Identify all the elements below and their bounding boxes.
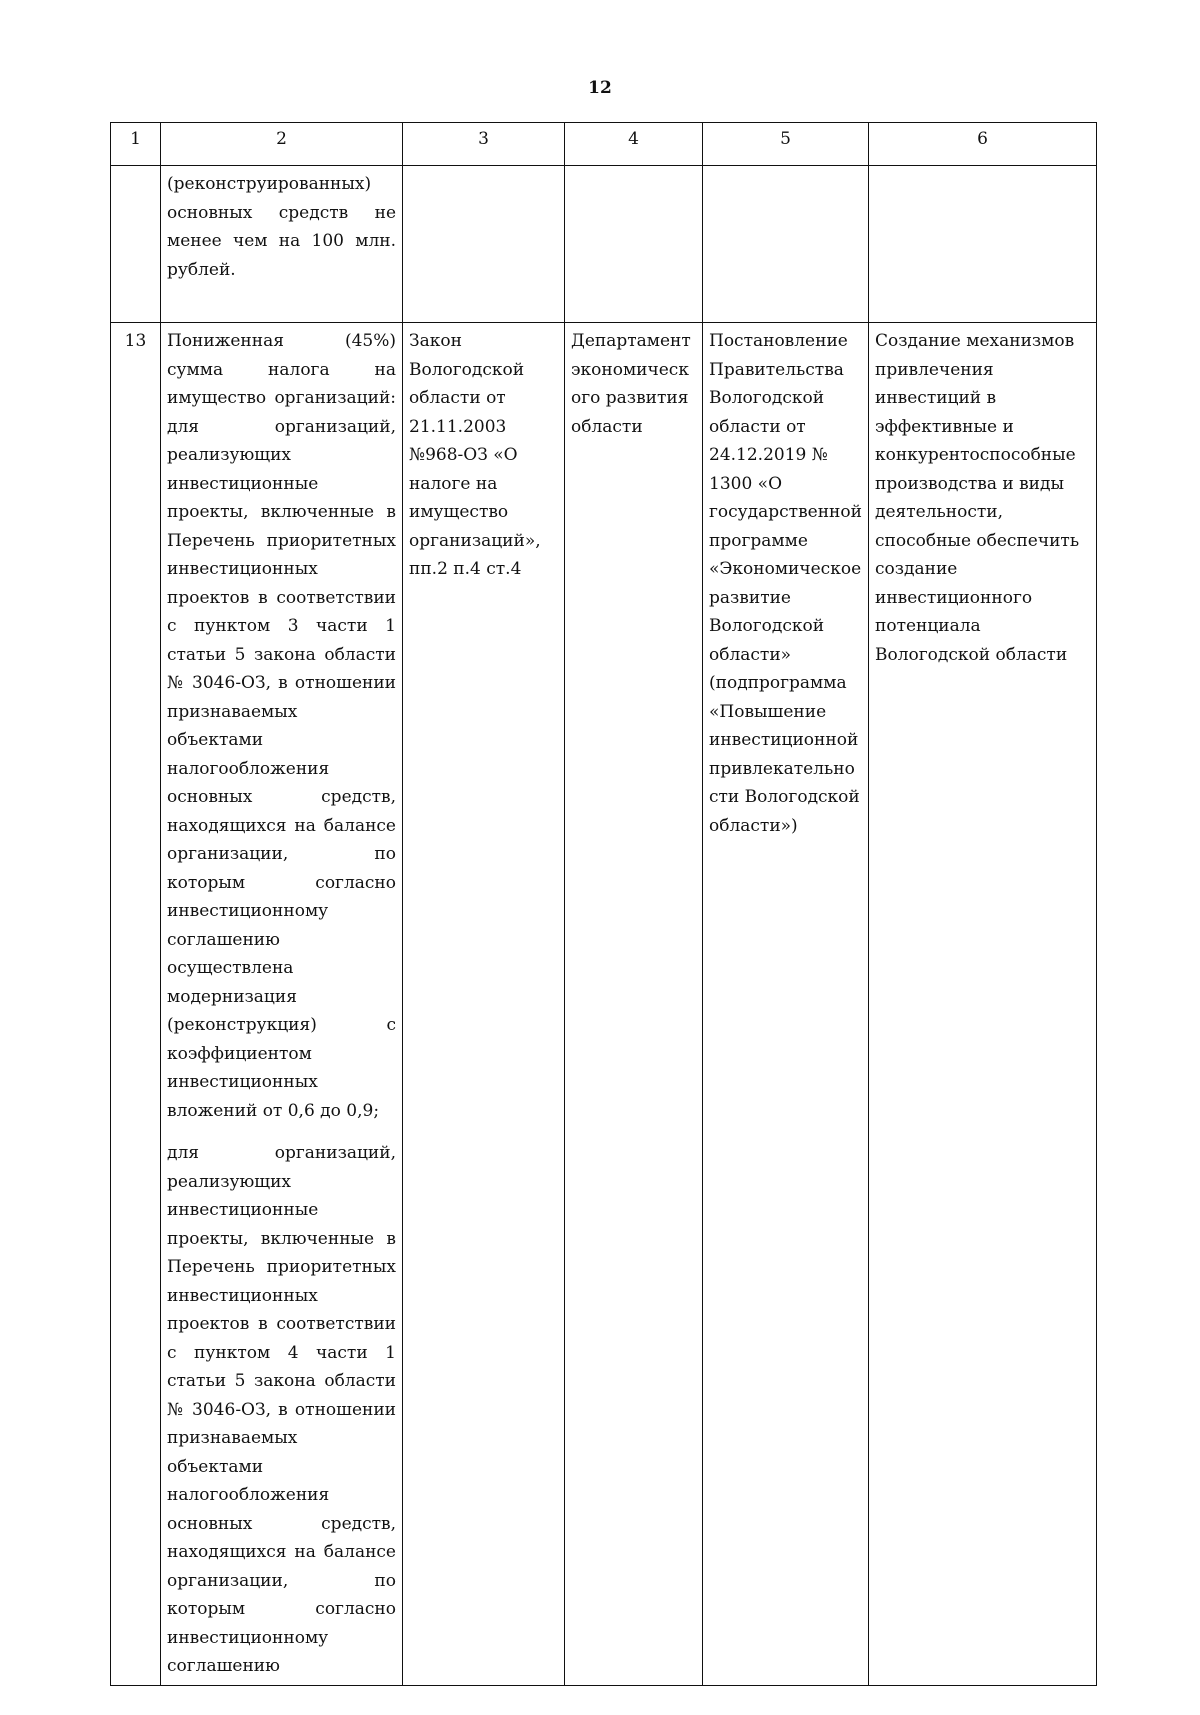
row-13-responsible-body-text: Департамент экономического развития области: [571, 331, 691, 437]
row-13-responsible-body: [565, 323, 703, 1686]
table-row-continuation: [111, 166, 1097, 323]
header-cell-5: 5: [703, 123, 869, 166]
table-row-13: [111, 323, 1097, 1686]
header-cell-3: 3: [403, 123, 565, 166]
row-13-number: 13: [111, 323, 161, 1686]
header-cell-2: 2: [161, 123, 403, 166]
continuation-cell-4: [565, 166, 703, 323]
continuation-cell-description: (реконструированных) основных средств не менее чем на 100 млн. рублей.: [161, 166, 403, 323]
continuation-cell-3: [403, 166, 565, 323]
row-13-legal-basis: [403, 323, 565, 1686]
continuation-cell-5: [703, 166, 869, 323]
page-number: 12: [588, 78, 612, 98]
continuation-cell-number: [111, 166, 161, 323]
row-13-program: [703, 323, 869, 1686]
row-13-program-text: Постановление Правительства Вологодской области от 24.12.2019 № 1300 «О государственной программе «Экономическое развитие Вологодской области» (подпрограмма «Повышение инвестиционной привлекательности Вологодской области»): [709, 331, 862, 836]
row-13-description-paragraph-1: Пониженная (45%) сумма налога на имущество организаций: для организаций, реализующих инвестиционные проекты, включенные в Перечень приоритетных инвестиционных проектов в соответствии с пунктом 3 части 1 статьи 5 закона области № 3046-ОЗ, в отношении признаваемых объектами налогообложения основных средств, находящихся на балансе организации, по которым согласно инвестиционному соглашению осуществлена модернизация (реконструкция) с коэффициентом инвестиционных вложений от 0,6 до 0,9;: [167, 331, 396, 1121]
row-13-goal: [869, 323, 1097, 1686]
row-13-legal-basis-text: Закон Вологодской области от 21.11.2003 №968-ОЗ «О налоге на имущество организаций», пп.2 п.4 ст.4: [409, 331, 541, 579]
header-cell-4: 4: [565, 123, 703, 166]
row-13-description: [161, 323, 403, 1686]
benefits-table: [110, 122, 1097, 1686]
row-13-goal-text: Создание механизмов привлечения инвестиций в эффективные и конкурентоспособные производства и виды деятельности, способные обеспечить создание инвестиционного потенциала Вологодской области: [875, 331, 1080, 665]
row-13-description-paragraph-2: для организаций, реализующих инвестиционные проекты, включенные в Перечень приоритетных инвестиционных проектов в соответствии с пунктом 4 части 1 статьи 5 закона области № 3046-ОЗ, в отношении признаваемых объектами налогообложения основных средств, находящихся на балансе организации, по которым согласно инвестиционному соглашению: [167, 1143, 396, 1676]
header-cell-1: 1: [111, 123, 161, 166]
header-cell-6: 6: [869, 123, 1097, 166]
table-header-row: [111, 123, 1097, 166]
continuation-cell-6: [869, 166, 1097, 323]
